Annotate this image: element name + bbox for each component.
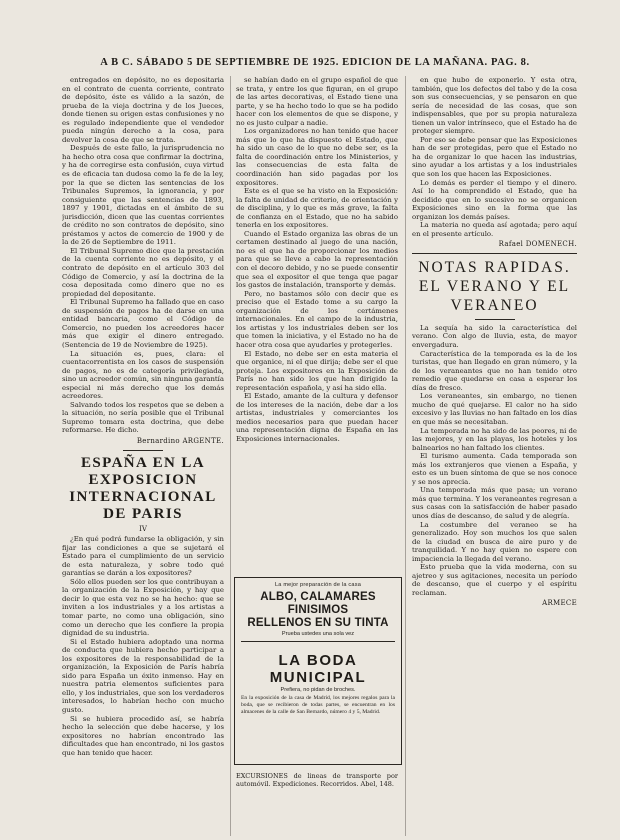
paragraph: La situación es, pues, clara: el cuentacorrentista en los casos de suspensión de pagos, no es de categoría privilegiada, sino un acreedor común, sin ninguna garantía especial ni más derecho que los demás acreedores. — [62, 349, 224, 401]
col3-section-body — [412, 324, 577, 598]
paragraph: El turismo aumenta. Cada temporada son más los extranjeros que vienen a España, y esto es un buen síntoma de que se nos conoce y se nos aprecia. — [412, 452, 577, 486]
paragraph: La sequía ha sido la característica del verano. Con algo de lluvia, esta, de mayor envergadura. — [412, 323, 577, 350]
ad-headline-2: RELLENOS EN SU TINTA — [247, 617, 389, 629]
paragraph: Esto prueba que la vida moderna, con su ajetreo y sus agitaciones, necesita un período de descanso, que el cuerpo y el espíritu reclaman. — [412, 563, 577, 597]
paragraph: Por eso se debe pensar que las Exposiciones han de ser protegidas, pero que el Estado no ha de organizar lo que hacen las industrias, sino ayudar a los artistas y a los industriales que son los que hacen las Exposiciones. — [412, 135, 577, 179]
column-1 — [62, 76, 224, 836]
paragraph: La materia no queda así agotada; pero aquí en el presente artículo. — [412, 221, 577, 238]
section-title: NOTAS RAPIDAS. EL VERANO Y EL VERANEO — [418, 258, 571, 314]
section-title: ESPAÑA EN LA EXPOSICION INTERNACIONAL DE PARIS — [69, 454, 217, 522]
advertisement-box — [234, 577, 402, 765]
page-header: A B C. SÁBADO 5 DE SEPTIEMBRE DE 1925. EDICION DE LA MAÑANA. PAG. 8. — [100, 57, 530, 68]
column-divider — [230, 76, 231, 836]
paragraph: Lo demás es perder el tiempo y el dinero. Así lo ha comprendido el Estado, que ha decidido que en lo sucesivo no se organicen Exposiciones sino en la forma que las organizan los demás países. — [412, 178, 577, 221]
divider — [475, 319, 515, 320]
paragraph: Si el Estado hubiera adoptado una norma de conducta que hubiera hecho participar a los expositores de la responsabilidad de la organización, la Exposición de París habría sido para España un éxito inmenso. Hay en nuestra patria elementos suficientes para ello, y los industriales, que son los verdaderos interesados, lo habrían hecho con mucho gusto. — [62, 637, 224, 714]
paragraph: El Tribunal Supremo ha fallado que en caso de suspensión de pagos ha de darse en una entidad bancaria, como el Código de Comercio, no pueden los acreedores hacer más que exigir el dinero entregado. (Sentencia de 19 de Noviembre de 1925). — [62, 298, 224, 349]
col1-article — [62, 76, 224, 435]
paragraph: Salvando todos los respetos que se deben a la situación, no sería posible que el Tribunal Supremo tomara esta doctrina, que debe reformarse. He dicho. — [62, 400, 224, 435]
paragraph: Cuando el Estado organiza las obras de un certamen destinado al juego de una nación, no es el que ha de proporcionar los medios para que se lleve a cabo la representación con el decoro debido, y no se puede consentir que sea el expositor el que tenga que pagar los gastos de instalación, transporte y demás. — [236, 229, 398, 290]
classified-footer: EXCURSIONES de lineas de transporte por automóvil. Expediciones. Recorridos. Abel, 148. — [236, 772, 398, 788]
section-number: IV — [139, 524, 147, 533]
paragraph: Los veraneantes, sin embargo, no tienen mucho de qué quejarse. El calor no ha sido excesivo y las lluvias no han faltado en los días en que más se necesitaban. — [412, 392, 577, 426]
signature: Rafael DOMENECH. — [498, 240, 577, 249]
divider — [123, 450, 163, 451]
ad-headline: ALBO, CALAMARES FINISIMOS — [260, 591, 376, 616]
paragraph: Este es el que se ha visto en la Exposición: la falta de unidad de criterio, de orientación y de disciplina, y lo que es más grave, la falta de confianza en el Estado, que no ha sabido tenerla en los expositores. — [236, 187, 398, 230]
paragraph: Característica de la temporada es la de los turistas, que han llegado en gran número, y la de los veraneantes que no han tenido otro remedio que quedarse en casa a esperar los días de fresco. — [412, 349, 577, 392]
paragraph: Pero, no bastamos sólo con decir que es preciso que el Estado tome a su cargo la organización de los certámenes internacionales. En el campo de la industria, los artistas y los industriales deben ser los que tomen la iniciativa, y el Estado no ha de hacer otra cosa que ayudarles y protegerles. — [236, 289, 398, 349]
column-3 — [412, 76, 577, 836]
divider — [412, 253, 577, 254]
paragraph: en que hubo de exponerlo. Y esta otra, también, que los defectos del tabo y de la cosa son sus consecuencias, y se pensaron en que sería de necesidad de las cosas, que son indispensables, que por su propia naturaleza tienen un valor intrínseco, que el Estado ha de proteger siempre. — [412, 76, 577, 136]
signature: Bernardino ARGENTE. — [136, 436, 224, 445]
paragraph: El Estado, amante de la cultura y defensor de los intereses de la nación, debe dar a los artistas, industriales y comerciantes los medios necesarios para que puedan hacer una representación digna de España en las Exposiciones internacionales. — [236, 392, 398, 443]
paragraph: se habían dado en el grupo español de que se trata, y entre los que figuran, en el grupo de las artes decorativas, el Estado tiene una parte, y se ha hecho todo lo que se ha podido hacer con los elementos de que se dispone, y no es justo culpar a nadie. — [236, 76, 398, 127]
paragraph: Una temporada más que pasa; un verano más que termina. Y los veraneantes regresan a sus casas con la satisfacción de haber pasado unos días de descanso, de salud y de alegría. — [412, 486, 577, 520]
ad-intro: Prefiera, no pidan de broches. — [280, 687, 356, 693]
paragraph: Después de este fallo, la jurisprudencia no ha hecho otra cosa que confirmar la doctrina, y ha de corregirse esta confusión, cuya virtud es de eficacia tan dudosa como la fe de la ley, por la que se dicten las sentencias de los Tribunales Supremos, la ignorancia, y por consiguiente que las sentencias de 1893, 1897 y 1901, dictadas en el ámbito de su jurisdicción, dicen que las cuentas corrientes de crédito no son contratos de depósito, sino préstamos y actos de comercio de 1900 y de la de 26 de Septiembre de 1911. — [62, 144, 224, 247]
ad-subline: Prueba ustedes una sola vez — [281, 631, 355, 637]
paragraph: Sólo ellos pueden ser los que contribuyan a la organización de la Exposición, y hay que decir lo que esta vez no se ha hecho: que se inviten a los industriales y a los artistas a tomar parte, no como una obligación, sino como un derecho que les confiere la propia dignidad de su industria. — [62, 577, 224, 638]
col1-section-body — [62, 535, 224, 757]
column-2 — [236, 76, 398, 571]
ad-body: En la exposición de la casa de Madrid, los mejores regalos para la boda, que se recibieron de todas partes, se encuentran en los almacenes de la calle de San Bernardo, número 4 y 5, Madrid. — [241, 695, 395, 715]
paragraph: Si se hubiera procedido así, se habría hecho la selección que debe hacerse, y los expositores no habrían encontrado las dificultades que han encontrado, ni los gastos que han tenido que hacer. — [62, 714, 224, 757]
paragraph: La costumbre del veraneo se ha generalizado. Hoy son muchos los que salen de la ciudad en busca de aire puro y de tranquilidad. Y no hay quien no espere con impaciencia la llegada del verano. — [412, 520, 577, 563]
paragraph: entregados en depósito, no es depositaria en el contrato de cuenta corriente, contrato de depósito, éste es válido a la sazón, de prueba de la vieja doctrina y de los Jueces, donde tienen su origen estas confusiones y no es regulado independiente que el vendedor pueda ningún derecho a la cosa, para devolver la cosa de que se trata. — [62, 76, 224, 144]
ad-tagline: La mejor preparación de la casa — [274, 582, 362, 588]
paragraph: El Estado, no debe ser en esta materia el que organice, ni el que dirija; debe ser el que proteja. Los expositores en la Exposición de París no han sido los que han dirigido la representación española, y así ha sido ella. — [236, 349, 398, 392]
ad-title: LA BODA MUNICIPAL — [269, 652, 367, 686]
col3-article — [412, 76, 577, 238]
column-divider — [405, 76, 406, 836]
paragraph: El Tribunal Supremo dice que la prestación de la cuenta corriente no es depósito, y el contrato de depósito en el artículo 303 del Código de Comercio, y así la doctrina de la cosa depositada como dinero que no es propiedad del depositante. — [62, 246, 224, 298]
paragraph: Los organizadores no han tenido que hacer más que lo que ha dispuesto el Estado, que ha sido un caso de lo que no debe ser, es la falta de coordinación entre los Ministerios, y las consecuencias de esta falta de coordinación han sido pagadas por los expositores. — [236, 127, 398, 187]
ad-divider — [241, 641, 395, 642]
signature: ARMECE — [542, 599, 577, 608]
paragraph: ¿En qué podrá fundarse la obligación, y sin fijar las condiciones a que se sujetará el Estado para el cumplimiento de un servicio de esta naturaleza, y sobre todo qué garantías se darán a los expositores? — [62, 535, 224, 578]
paragraph: La temporada no ha sido de las peores, ni de las mejores, y en las playas, los hoteles y los balnearios no han faltado los clientes. — [412, 426, 577, 452]
